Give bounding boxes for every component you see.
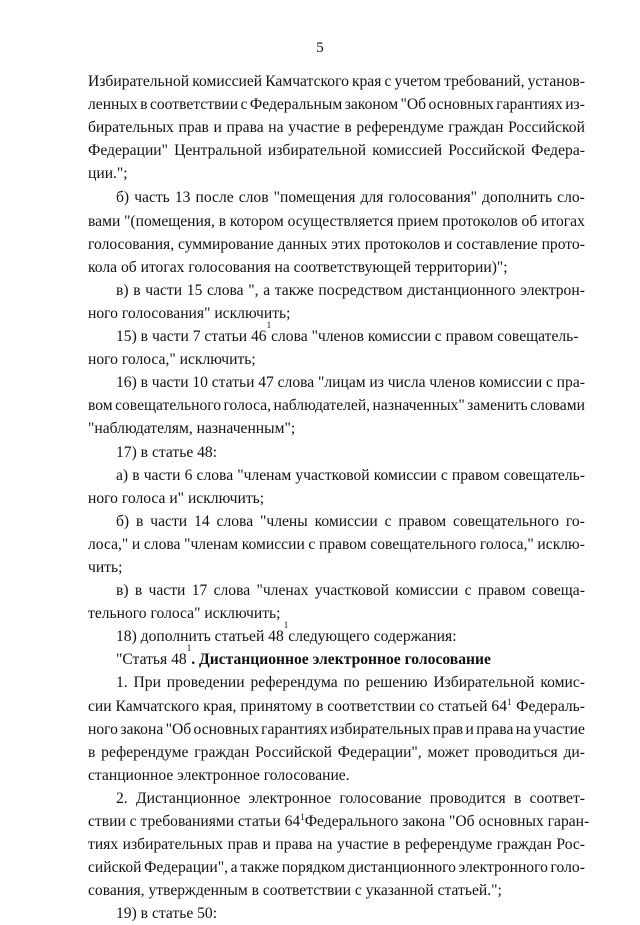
word: граждан	[448, 119, 504, 137]
word: числа	[387, 374, 426, 392]
word: с	[308, 535, 316, 553]
word: участие	[533, 720, 585, 738]
text-line	[88, 139, 585, 162]
text-line: ции.";	[88, 165, 128, 183]
word: назначенных"	[372, 397, 465, 415]
word: учетом	[394, 73, 441, 90]
word: соответ-	[529, 789, 585, 807]
word: осуществляется	[287, 212, 394, 230]
word: комис-	[540, 674, 585, 692]
word: права	[275, 836, 313, 854]
word: 15	[186, 281, 203, 299]
word: дистанционного	[407, 281, 516, 299]
word: Федера-	[531, 142, 585, 160]
word: соответствии	[149, 96, 239, 114]
text-line: ного голоса и" исключить;	[88, 489, 265, 507]
word: 6	[184, 466, 193, 484]
word: в	[513, 789, 522, 807]
word: с	[464, 582, 472, 600]
text-line: ного голосования" исключить;	[88, 304, 291, 322]
word: также	[240, 859, 280, 877]
word: тиях	[88, 836, 119, 854]
word: в)	[116, 281, 129, 299]
word: права	[476, 720, 514, 738]
text-line	[88, 533, 585, 556]
word: с	[384, 512, 392, 530]
word: и	[213, 119, 222, 137]
word: проводится	[429, 789, 506, 807]
word: комиссии	[373, 466, 437, 484]
word: в	[218, 212, 227, 230]
word: электронное	[248, 789, 332, 807]
word: Российской	[448, 142, 526, 160]
text-line: 17) в статье 48:	[116, 443, 218, 461]
superscript: 1	[300, 812, 305, 822]
word: прием	[397, 212, 439, 230]
word: исклю-	[537, 535, 585, 553]
word: слова	[143, 535, 181, 553]
word: При	[133, 674, 161, 692]
word: в	[133, 281, 141, 299]
word: прото-	[541, 235, 585, 253]
word: основных	[193, 720, 259, 738]
word: части	[148, 582, 186, 600]
word: прав	[227, 836, 258, 854]
word: установ-	[527, 73, 585, 90]
superscript: 1	[266, 320, 272, 331]
word: слова	[213, 582, 251, 600]
word: в	[344, 119, 352, 137]
article-heading: "Статья 48 1 . Дистанционное электронное голосование	[88, 648, 585, 671]
word: после	[195, 189, 234, 207]
word: с	[384, 73, 392, 90]
word: референдуме	[404, 836, 493, 854]
word: для	[360, 189, 384, 207]
word: совещательного	[115, 397, 222, 415]
word: ного	[88, 720, 118, 738]
word: требований,	[444, 73, 525, 90]
text-line	[88, 671, 585, 694]
word: и	[131, 535, 141, 553]
word: референдуме	[356, 119, 444, 137]
word: бирательных	[88, 119, 174, 137]
word: слова	[277, 374, 315, 392]
word: проведении	[166, 674, 245, 692]
word: в	[136, 512, 144, 530]
word: б)	[116, 512, 130, 530]
superscript: 1	[283, 620, 289, 631]
word: Камчатского	[265, 73, 349, 90]
word: из-	[565, 96, 585, 114]
word: совещатель-	[503, 466, 585, 484]
text-line: 18) дополнить статьей 48 1 следующего содержания:	[88, 625, 585, 648]
word: в	[134, 582, 143, 600]
word: совеща-	[531, 582, 585, 600]
word: комиссии	[241, 535, 305, 553]
word: участие	[288, 119, 340, 137]
word: граждан	[194, 743, 250, 761]
word: и	[262, 836, 271, 854]
word: комиссией	[192, 73, 263, 90]
word: Федерации",	[337, 743, 422, 761]
word: дополнить	[482, 189, 553, 207]
text-line: 15) в части 7 статьи 46 1 слова "членов комиссии с правом совещатель-	[88, 325, 585, 348]
word: 47	[258, 374, 274, 392]
word: правом	[318, 535, 367, 553]
word: также	[274, 281, 314, 299]
word: Избирательной	[88, 73, 190, 90]
word: членов	[429, 374, 476, 392]
word: протоколов	[442, 212, 518, 230]
word: Центральной	[174, 142, 262, 160]
word: части	[150, 512, 188, 530]
word: 14	[194, 512, 210, 530]
word: совещательного	[452, 512, 559, 530]
word: электронного	[458, 859, 548, 877]
word: на	[317, 836, 333, 854]
word: законом	[344, 96, 399, 114]
word: референдуме	[101, 743, 189, 761]
word: об	[521, 212, 538, 230]
word: слова	[207, 281, 244, 299]
word: граждан	[496, 836, 552, 854]
word: части	[143, 466, 181, 484]
text-line	[88, 279, 585, 302]
text-line	[88, 464, 585, 487]
word: из	[369, 374, 384, 392]
word: ",	[248, 281, 259, 299]
word: "членах	[256, 582, 309, 600]
word: правом	[398, 512, 447, 530]
word: статьи	[211, 374, 255, 392]
word: может	[427, 743, 470, 761]
word: го-	[565, 512, 585, 530]
word: комиссии	[395, 582, 459, 600]
word: б)	[116, 189, 130, 207]
text-line	[88, 856, 585, 879]
text-line: 19) в статье 50:	[116, 905, 218, 923]
word: Российской	[255, 743, 332, 761]
text-line	[88, 741, 585, 764]
word: по	[343, 674, 360, 692]
word: голосования,	[88, 235, 175, 253]
word: "помещения	[273, 189, 356, 207]
word: протоколов	[364, 235, 441, 253]
text-line	[88, 116, 585, 139]
word: пра-	[556, 374, 585, 392]
word: слова	[196, 466, 234, 484]
word: и	[465, 720, 474, 738]
word: слова	[216, 512, 254, 530]
word: и	[444, 235, 453, 253]
text-line	[88, 233, 585, 256]
word: ди-	[563, 743, 585, 761]
word: Рос-	[556, 836, 585, 854]
word: совещательного	[370, 535, 477, 553]
text-line	[88, 833, 585, 856]
word: вами	[88, 212, 121, 230]
word: данных	[277, 235, 328, 253]
word: правом	[477, 582, 526, 600]
word: права	[226, 119, 264, 137]
word: электрон-	[520, 281, 585, 299]
word: "Об	[165, 720, 192, 738]
word: итогах	[541, 212, 585, 230]
document-body	[88, 70, 590, 925]
text-line: "наблюдателям, назначенным";	[88, 420, 296, 438]
word: "(помещения,	[124, 212, 215, 230]
word: заменить	[467, 397, 528, 415]
word: прав	[432, 720, 464, 738]
word: "лицам	[318, 374, 366, 392]
word: гарантиях	[261, 720, 328, 738]
word: закона	[120, 720, 164, 738]
word: прав	[178, 119, 209, 137]
text-line: станционное электронное голосование.	[88, 766, 350, 784]
word: с	[440, 466, 448, 484]
word: части	[145, 281, 183, 299]
word: вом	[88, 397, 113, 415]
word: участие	[336, 836, 389, 854]
word: суммирование	[177, 235, 274, 253]
word: дистанционного	[347, 859, 456, 877]
word: участковой	[295, 466, 370, 484]
text-line: кола об итогах голосования на соответствующей территории)";	[88, 258, 508, 276]
text-line	[88, 210, 585, 233]
text-line: сии Камчатского края, принятому в соответствии со статьей $64^1$ Федераль-	[88, 696, 585, 715]
word: 17	[191, 582, 208, 600]
word: а)	[116, 466, 129, 484]
word: "членам	[184, 535, 239, 553]
word: проводиться	[474, 743, 558, 761]
text-line	[88, 93, 585, 116]
superscript: 1	[186, 643, 192, 654]
text-line: сования, утвержденным в соответствии с указанной статьей.";	[88, 882, 502, 900]
word: Федеральным	[249, 96, 343, 114]
word: правом	[451, 466, 500, 484]
word: сийской	[88, 859, 142, 877]
text-line	[88, 718, 585, 741]
word: 10	[192, 374, 208, 392]
text-line	[88, 787, 585, 810]
word: участковой	[314, 582, 390, 600]
word: Российской	[508, 119, 585, 137]
word: Федерации"	[88, 142, 169, 160]
word: голо-	[550, 859, 585, 877]
word: слов	[238, 189, 269, 207]
word: котором	[229, 212, 284, 230]
word: голосование	[339, 789, 422, 807]
word: голосования"	[388, 189, 477, 207]
text-line: тельного голоса" исключить;	[88, 605, 281, 623]
word: референдума	[250, 674, 338, 692]
word: части	[151, 374, 189, 392]
word: голоса,"	[479, 535, 534, 553]
word: гарантиях	[496, 96, 563, 114]
word: 2.	[116, 789, 128, 807]
text-line	[88, 371, 585, 394]
word: составление	[456, 235, 538, 253]
text-line: ствии с требованиями статьи $64^1$ Федерального закона "Об основных гаран-	[88, 812, 590, 830]
superscript: 1	[507, 696, 512, 707]
word: Избирательной	[433, 674, 535, 692]
text-line: ного голоса," исключить;	[88, 351, 256, 369]
word: "Об	[400, 96, 427, 114]
word: в)	[116, 582, 129, 600]
text-line	[88, 70, 585, 93]
word: 16)	[116, 374, 137, 392]
word: 1.	[116, 674, 128, 692]
word: "членам	[237, 466, 292, 484]
word: этих	[331, 235, 361, 253]
word: 13	[174, 189, 191, 207]
word: в	[140, 96, 148, 114]
word: края	[351, 73, 382, 90]
word: голоса,	[223, 397, 272, 415]
word: с	[240, 96, 248, 114]
word: комиссии	[479, 374, 543, 392]
word: "члены	[260, 512, 308, 530]
word: в	[88, 743, 96, 761]
text-line	[88, 579, 585, 602]
word: основных	[428, 96, 494, 114]
word: а	[230, 859, 238, 877]
text-line: чить;	[88, 558, 123, 576]
word: комиссии	[314, 512, 378, 530]
word: а	[263, 281, 271, 299]
word: на	[268, 119, 284, 137]
text-line	[88, 394, 585, 417]
word: Федерации",	[144, 859, 229, 877]
word: на	[515, 720, 532, 738]
word: наблюдателей,	[273, 397, 371, 415]
word: в	[140, 374, 148, 392]
word: избирательных	[330, 720, 431, 738]
page-number: 5	[316, 40, 324, 56]
word: лоса,"	[88, 535, 129, 553]
word: в	[132, 466, 140, 484]
word: ленных	[88, 96, 138, 114]
word: в	[393, 836, 401, 854]
word: решению	[365, 674, 428, 692]
text-line	[88, 510, 585, 533]
word: с	[545, 374, 553, 392]
word: часть	[134, 189, 170, 207]
word: сло-	[557, 189, 585, 207]
word: словами	[530, 397, 585, 415]
word: избирательных	[122, 836, 224, 854]
word: избирательной	[267, 142, 367, 160]
word: комиссией	[372, 142, 443, 160]
word: порядком	[281, 859, 346, 877]
text-line	[88, 186, 585, 209]
word: посредством	[318, 281, 403, 299]
word: Дистанционное	[135, 789, 241, 807]
